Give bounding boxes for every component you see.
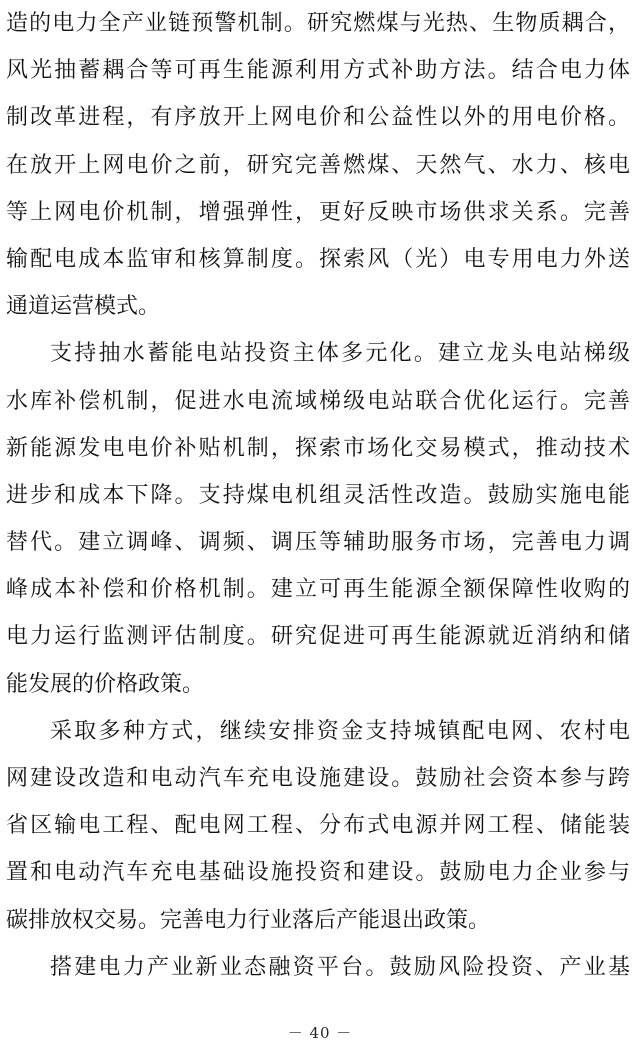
text-line: 电力运行监测评估制度。研究促进可再生能源就近消纳和储	[6, 624, 630, 650]
text-line: 能发展的价格政策。	[6, 671, 205, 697]
text-line: 新能源发电电价补贴机制，探索市场化交易模式，推动技术	[6, 435, 630, 461]
text-line: 制改革进程，有序放开上网电价和公益性以外的用电价格。	[6, 105, 630, 131]
text-line: 造的电力全产业链预警机制。研究燃煤与光热、生物质耦合，	[6, 11, 630, 36]
paragraph-1	[6, 0, 630, 330]
text-line: 水库补偿机制，促进水电流域梯级电站联合优化运行。完善	[6, 388, 630, 414]
text-line: 通道运营模式。	[6, 294, 161, 320]
page-number: － 40 －	[287, 1024, 353, 1042]
text-line: 进步和成本下降。支持煤电机组灵活性改造。鼓励实施电能	[6, 482, 630, 508]
text-line: 在放开上网电价之前，研究完善燃煤、天然气、水力、核电	[6, 152, 630, 178]
paragraph-4	[6, 944, 630, 991]
text-line: 支持抽水蓄能电站投资主体多元化。建立龙头电站梯级	[50, 341, 630, 367]
text-line: 风光抽蓄耦合等可再生能源利用方式补助方法。结合电力体	[6, 58, 630, 84]
document-body	[6, 0, 630, 991]
text-line: 输配电成本监审和核算制度。探索风（光）电专用电力外送	[6, 246, 630, 272]
text-line: 搭建电力产业新业态融资平台。鼓励风险投资、产业基	[50, 954, 630, 980]
text-line: 等上网电价机制，增强弹性，更好反映市场供求关系。完善	[6, 199, 630, 225]
text-line: 省区输电工程、配电网工程、分布式电源并网工程、储能装	[6, 813, 630, 839]
text-line: 置和电动汽车充电基础设施投资和建设。鼓励电力企业参与	[6, 860, 630, 886]
paragraph-2	[6, 330, 630, 708]
text-line: 替代。建立调峰、调频、调压等辅助服务市场，完善电力调	[6, 530, 630, 556]
text-line: 网建设改造和电动汽车充电设施建设。鼓励社会资本参与跨	[6, 766, 630, 791]
text-line: 碳排放权交易。完善电力行业落后产能退出政策。	[6, 907, 491, 933]
text-line: 采取多种方式，继续安排资金支持城镇配电网、农村电	[50, 718, 630, 744]
text-line: 峰成本补偿和价格机制。建立可再生能源全额保障性收购的	[6, 577, 630, 603]
paragraph-3	[6, 708, 630, 944]
